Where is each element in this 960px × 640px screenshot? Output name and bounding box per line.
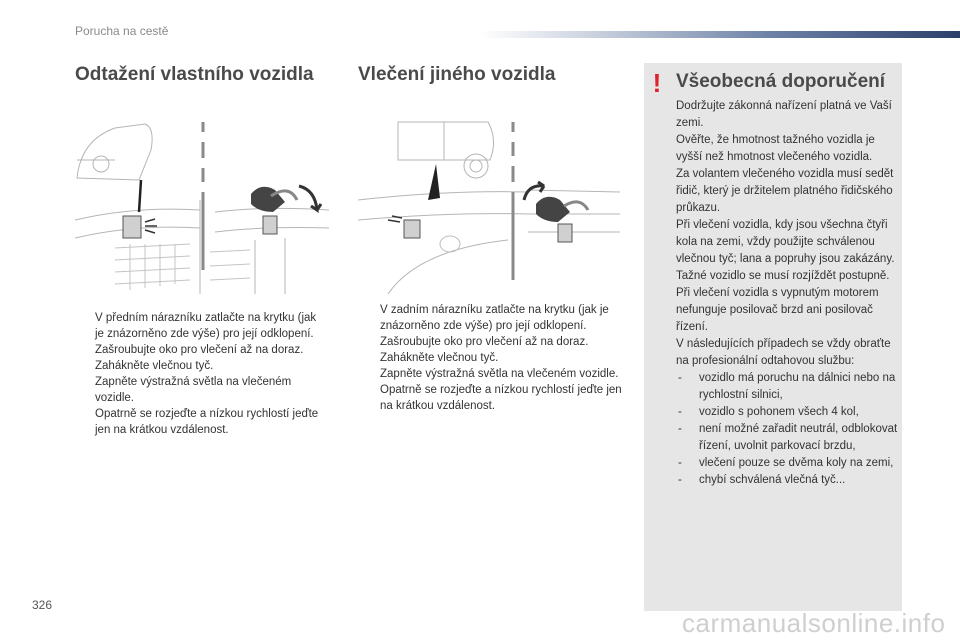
case-text: vozidlo má poruchu na dálnici nebo na rychlostní silnici, xyxy=(699,372,896,401)
case-text: není možné zařadit neutrál, odblokovat řízení, uvolnit parkovací brzdu, xyxy=(699,423,898,452)
list-item xyxy=(676,370,898,404)
list-item xyxy=(676,421,898,455)
panel-paragraph: Tažné vozidlo se musí rozjíždět postupně. xyxy=(676,270,890,282)
panel-heading: Všeobecná doporučení xyxy=(676,71,886,92)
list-item xyxy=(676,472,898,489)
warning-exclamation-icon: ! xyxy=(652,68,662,98)
case-text: vlečení pouze se dvěma koly na zemi, xyxy=(699,457,894,469)
page-number: 326 xyxy=(32,598,53,612)
list-item xyxy=(75,374,327,406)
panel-paragraph: Při vlečení vozidla, kdy jsou všechna čtyři kola na zemi, vždy použijte schválenou vlečnou tyč; lana a popruhy jsou zakázány. xyxy=(676,219,895,265)
step-text: Zašroubujte oko pro vlečení až na doraz. xyxy=(380,336,589,348)
step-text: Zahákněte vlečnou tyč. xyxy=(380,352,499,364)
list-item xyxy=(360,334,622,350)
step-text: Opatrně se rozjeďte a nízkou rychlostí jeďte jen na krátkou vzdálenost. xyxy=(380,384,622,412)
list-item xyxy=(676,455,898,472)
front-bumper-illustration xyxy=(75,120,329,294)
panel-cases-list xyxy=(676,370,898,489)
list-item xyxy=(75,406,327,438)
rear-bumper-illustration xyxy=(358,120,620,294)
panel-paragraph: V následujících případech se vždy obraťte na profesionální odtahovou službu: xyxy=(676,338,891,367)
step-text: Opatrně se rozjeďte a nízkou rychlostí jeďte jen na krátkou vzdálenost. xyxy=(95,408,319,436)
panel-paragraph: Při vlečení vozidla s vypnutým motorem nefunguje posilovač brzd ani posilovač řízení. xyxy=(676,287,879,333)
header-decor-bar xyxy=(480,31,960,38)
panel-body xyxy=(676,98,898,489)
list-item xyxy=(75,342,327,358)
watermark: carmanualsonline.info xyxy=(682,608,946,638)
dash-glyph: - xyxy=(678,457,682,469)
step-text: Zahákněte vlečnou tyč. xyxy=(95,360,214,372)
heading-other-vehicle: Vlečení jiného vozidla xyxy=(358,64,556,85)
list-item xyxy=(75,358,327,374)
other-vehicle-steps xyxy=(360,302,622,414)
dash-glyph: - xyxy=(678,474,682,486)
step-text: Zašroubujte oko pro vlečení až na doraz. xyxy=(95,344,304,356)
heading-own-vehicle: Odtažení vlastního vozidla xyxy=(75,64,314,85)
case-text: vozidlo s pohonem všech 4 kol, xyxy=(699,406,859,418)
list-item xyxy=(676,404,898,421)
step-text: V zadním nárazníku zatlačte na krytku (jak je znázorněno zde výše) pro její odklopení. xyxy=(380,304,609,332)
list-item xyxy=(360,382,622,414)
step-text: V předním nárazníku zatlačte na krytku (jak je znázorněno zde výše) pro její odklopení. xyxy=(95,312,317,340)
panel-paragraph: Za volantem vlečeného vozidla musí sedět řidič, který je držitelem platného řidičského průkazu. xyxy=(676,168,894,214)
dash-glyph: - xyxy=(678,406,682,418)
step-text: Zapněte výstražná světla na vlečeném vozidle. xyxy=(380,368,619,380)
list-item xyxy=(360,366,622,382)
step-text: Zapněte výstražná světla na vlečeném vozidle. xyxy=(95,376,292,404)
panel-paragraph: Ověřte, že hmotnost tažného vozidla je vyšší než hmotnost vlečeného vozidla. xyxy=(676,134,875,163)
list-item xyxy=(360,302,622,334)
dash-glyph: - xyxy=(678,423,682,435)
list-item xyxy=(75,310,327,342)
list-item xyxy=(360,350,622,366)
dash-glyph: - xyxy=(678,372,682,384)
page-header-title: Porucha na cestě xyxy=(75,24,169,38)
case-text: chybí schválená vlečná tyč... xyxy=(699,474,846,486)
panel-paragraph: Dodržujte zákonná nařízení platná ve Vaší zemi. xyxy=(676,100,892,129)
own-vehicle-steps xyxy=(75,310,327,438)
